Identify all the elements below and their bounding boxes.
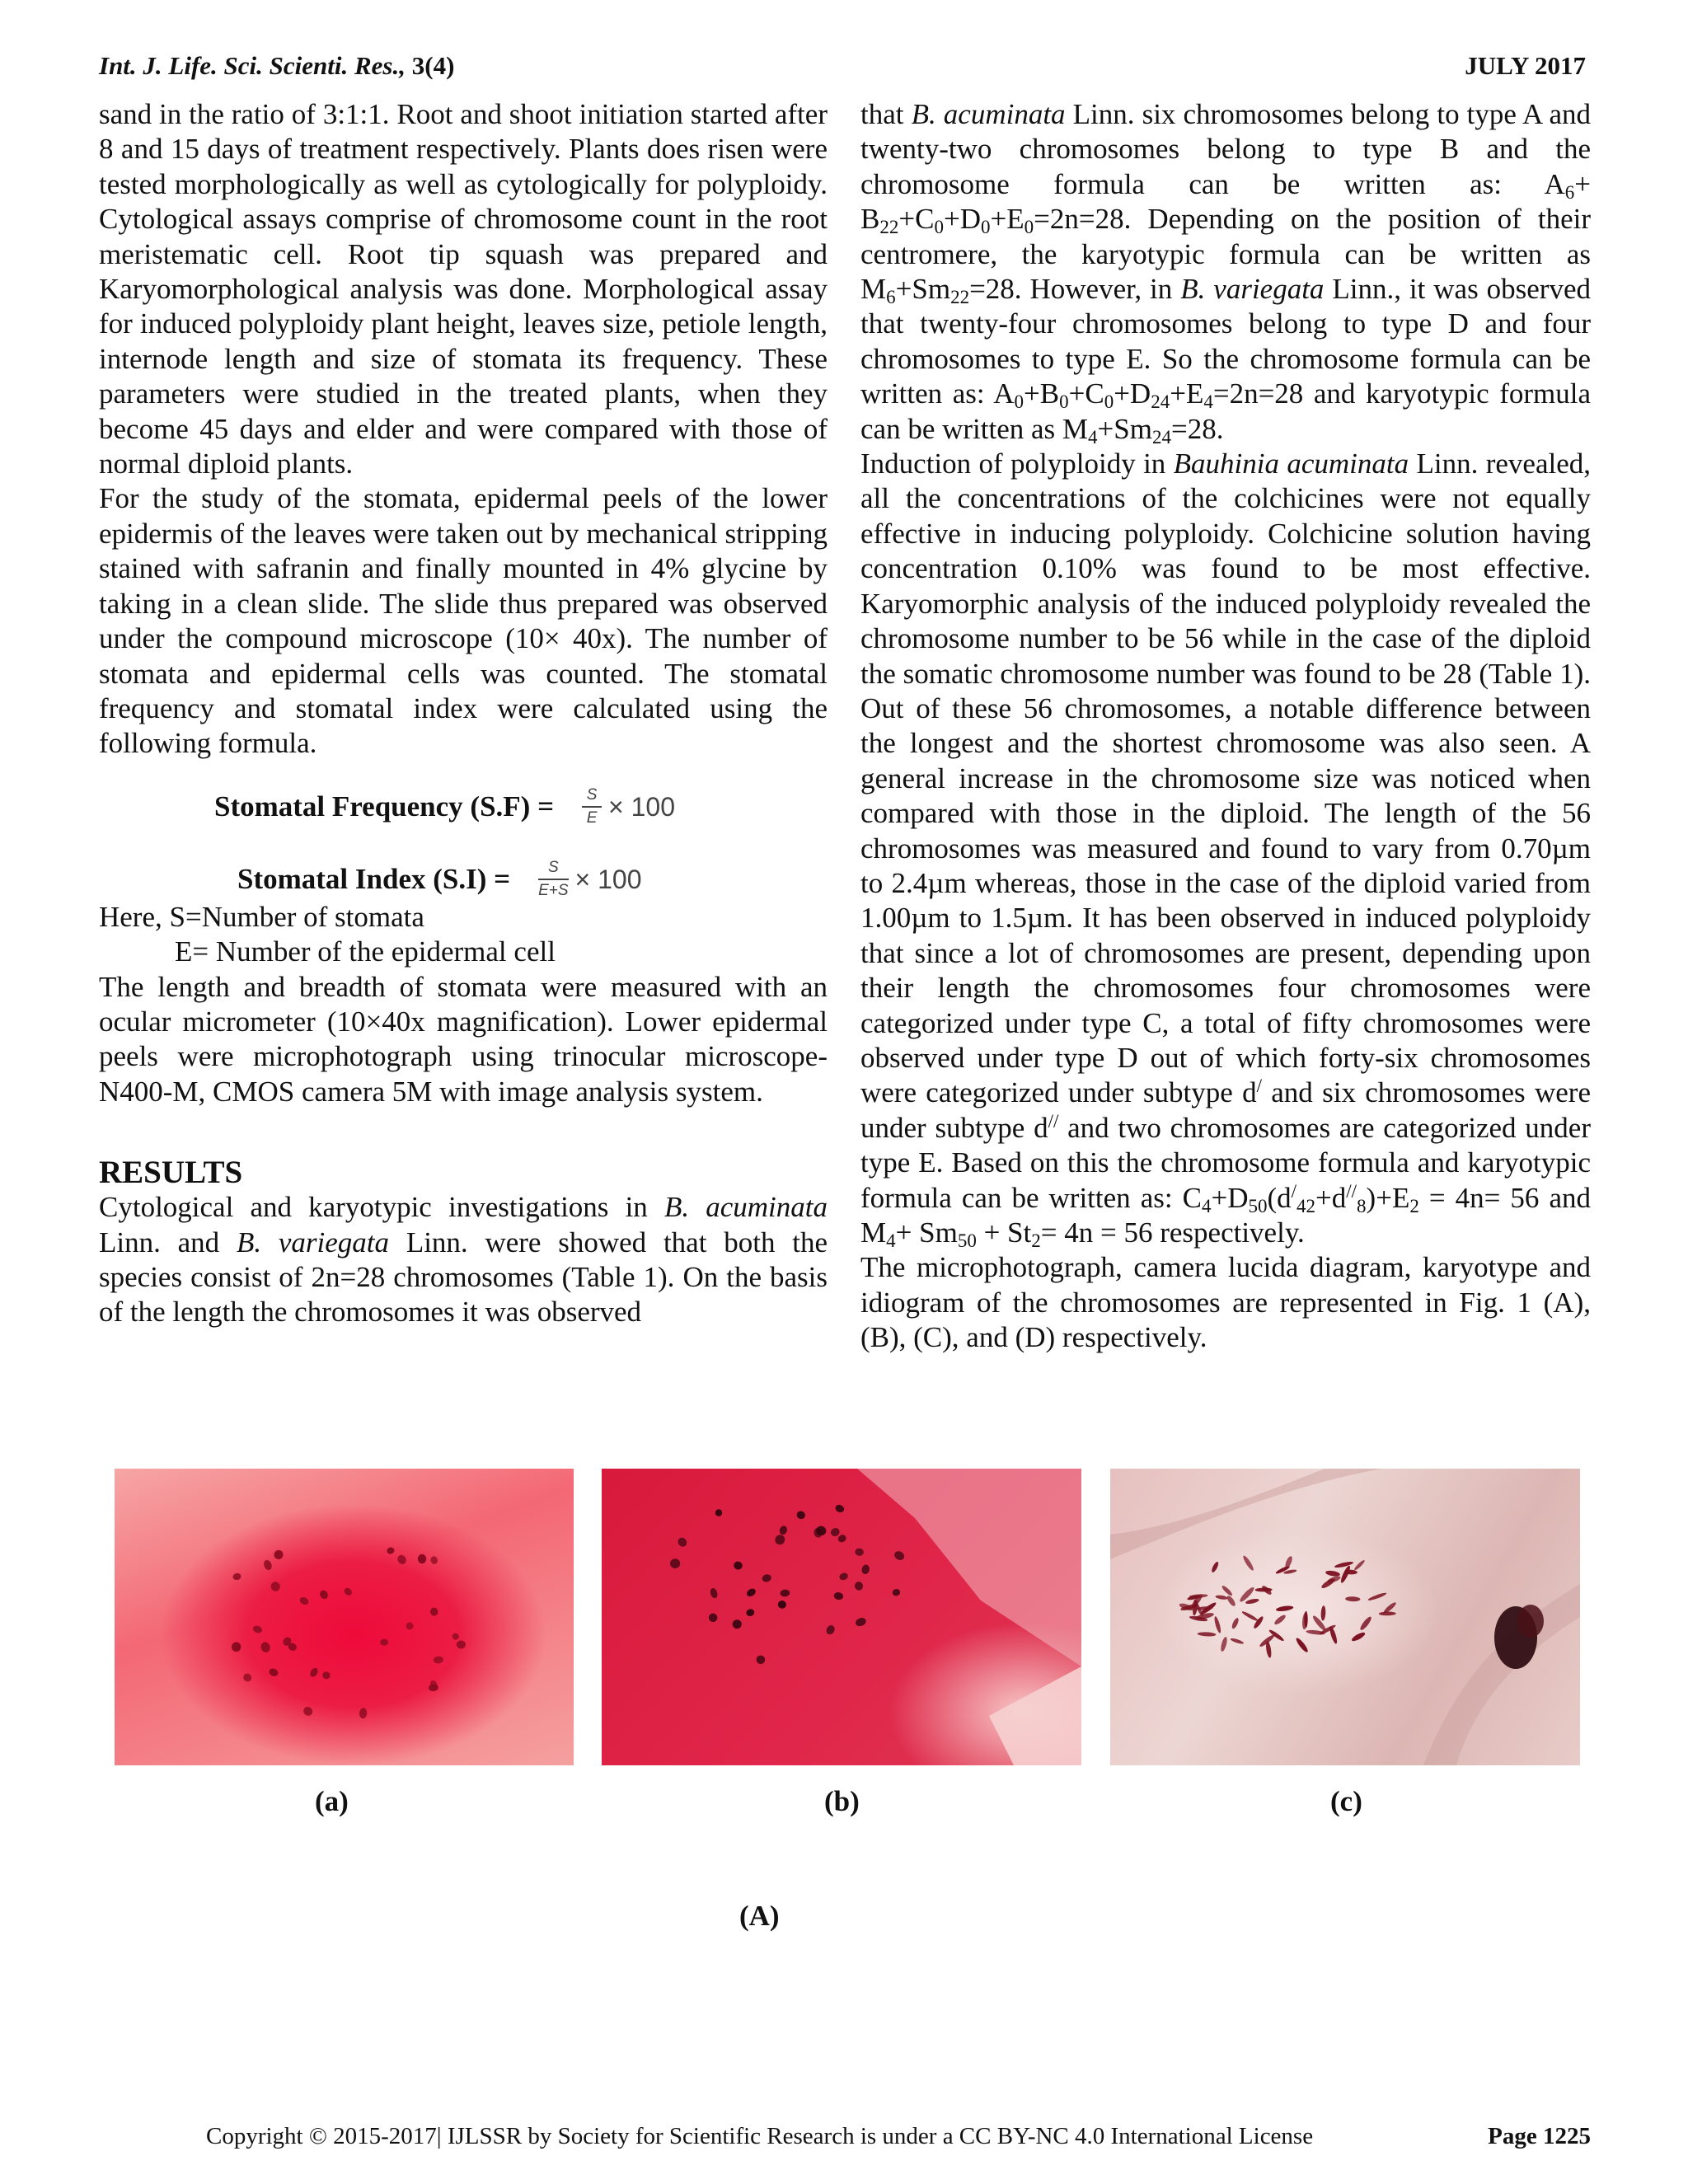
chromosome-spot (745, 1608, 755, 1617)
chromosome-spot (298, 1596, 310, 1606)
chromosome-spot (1198, 1632, 1217, 1637)
figure-caption-b: (b) (824, 1785, 860, 1817)
chromosome-spot (854, 1581, 865, 1591)
chromosome-spot (262, 1559, 273, 1572)
fraction: $\frac{S}{E}$ (582, 786, 602, 827)
chromosome-spot (1295, 1637, 1310, 1654)
chromosome-spot (418, 1554, 426, 1563)
chromosome-spot (1345, 1596, 1360, 1601)
paragraph: The length and breadth of stomata were measured with an ocular micrometer (10×40x magnification). Lower epidermal peels were microphotograph using trinocular microscope-N400-M, CMOS camera 5M with image analysis system. (99, 970, 828, 1108)
chromosome-spot (456, 1640, 466, 1649)
chromosome-spot (1367, 1591, 1387, 1601)
chromosome-spot (1215, 1595, 1228, 1601)
chromosome-spot (1359, 1615, 1373, 1632)
chromosome-spot (795, 1510, 806, 1520)
chromosome-spot (1241, 1610, 1259, 1622)
chromosome-spot (380, 1639, 388, 1646)
chromosome-spot (252, 1624, 264, 1634)
chromosome-spot (838, 1572, 849, 1581)
chromosome-spot (405, 1621, 415, 1632)
paragraph: sand in the ratio of 3:1:1. Root and shoot initiation started after 8 and 15 days of treatment respectively. Plants does risen were tested morphologically as well as cytologically for polyploidy. Cytological assays comprise of chromosome count in the root meristematic cell. Root tip squash was prepared and Karyomorphological analysis was done. Morphological assay for induced polyploidy plant height, leaves size, petiole length, internode length and size of stomata its frequency. These parameters were studied in the treated plants, when they become 45 days and elder and were compared with those of normal diploid plants. (99, 98, 828, 480)
chromosome-spot (778, 1525, 788, 1535)
chromosome-spot (707, 1612, 719, 1624)
chromosome-spots-a (115, 1469, 574, 1765)
micrograph-panel-c (1110, 1469, 1580, 1765)
chromosome-spot (1379, 1611, 1396, 1615)
chromosome-spot (834, 1503, 846, 1514)
figure-caption-c: (c) (1330, 1785, 1362, 1817)
chromosome-spot (855, 1616, 867, 1627)
chromosome-spot (1245, 1598, 1259, 1605)
chromosome-spot (825, 1624, 837, 1636)
chromosome-spot (430, 1607, 438, 1615)
chromosome-spot (1242, 1554, 1255, 1572)
chromosome-spot (1220, 1636, 1228, 1652)
chromosome-spot (359, 1708, 367, 1719)
chromosome-spot (709, 1587, 718, 1599)
chromosome-spot (1353, 1559, 1366, 1572)
chromosome-spots-c (1110, 1469, 1580, 1765)
chromosome-spot (893, 1549, 906, 1562)
chromosome-spot (1221, 1585, 1233, 1597)
chromosome-spot (1189, 1594, 1207, 1599)
chromosome-spot (1273, 1614, 1287, 1626)
chromosome-spot (318, 1589, 330, 1601)
paragraph: Induction of polyploidy in Bauhinia acuminata Linn. revealed, all the concentrations of the colchicines were not equally effective in inducing polyploidy. Colchicine solution having concentration 0.10% was found to be most effective. Karyomorphic analysis of the induced polyploidy revealed the chromosome number to be 56 while in the case of the diploid the somatic chromosome number was found to be 28 (Table 1). Out of these 56 chromosomes, a notable difference between the longest and the shortest chromosome was also seen. A general increase in the chromosome size was noticed when compared with those in the diploid. The length of the 56 chromosomes was measured and found to vary from 0.70µm to 2.4µm whereas, those in the case of the diploid varied from 1.00µm to 1.5µm. It has been observed in induced polyploidy that since a lot of chromosomes are present, depending upon their length the chromosomes four chromosomes were categorized under type C, a total of fifty chromosomes were observed under type D out of which forty-six chromosomes were categorized under subtype d/ and six chromosomes were under subtype d// and two chromosomes are categorized under type E. Based on this the chromosome formula and karyotypic formula can be written as: $C_4+D_{50}(d^/_{42}+d^{//}_8)+E_2 = 4n= 56$ and $M_4+ Sm_{50} + St_2= 4n = 56$ respectively. (860, 448, 1591, 1251)
chromosome-spot (1211, 1561, 1220, 1573)
running-header-date: JULY 2017 (1465, 51, 1586, 80)
chromosome-spot (833, 1591, 844, 1601)
fraction: $\frac{S}{E+S}$ (538, 858, 569, 899)
copyright-footer: Copyright © 2015-2017| IJLSSR by Society for Scientific Research is under a CC BY-NC 4.0 International License (206, 2123, 1314, 2149)
chromosome-spot (1304, 1611, 1307, 1628)
chromosome-spot (386, 1546, 395, 1554)
chromosome-spot (733, 1560, 743, 1570)
chromosome-spot (780, 1589, 790, 1597)
chromosome-spot (429, 1555, 438, 1565)
paragraph: For the study of the stomata, epidermal peels of the lower epidermis of the leaves were taken out by mechanical stripping stained with safranin and finally mounted in 4% glycine by taking in a clean slide. The slide thus prepared was observed under the compound microscope (10× 40x). The number of stomata and epidermal cells was counted. The stomatal frequency and stomatal index were calculated using the following formula. (99, 482, 828, 760)
chromosome-spot (1231, 1617, 1240, 1629)
chromosome-spot (232, 1642, 241, 1652)
chromosome-spot (670, 1558, 681, 1568)
paragraph: that B. acuminata Linn. six chromosomes belong to type A and twenty-two chromosomes belong to type B and the chromosome formula can be written as: $A_6+ B_{22}+C_0+D_0+E_0=2n=28$. Depending on the position of their centromere, the karyotypic formula can be written as $M_6+Sm_{22}=28$. However, in B. variegata Linn., it was observed that twenty-four chromosomes belong to type D and four chromosomes to type E. So the chromosome formula can be written as: $A_0+B_0+C_0+D_{24}+E_4=2n=28$ and karyotypic formula can be written as $M_4+Sm_{24}=28$. (860, 98, 1592, 448)
chromosome-spot (676, 1536, 688, 1549)
chromosome-spot (272, 1549, 284, 1561)
paragraph: Cytological and karyotypic investigations in B. acuminata Linn. and B. variegata Linn. were showed that both the species consist of 2n=28 chromosomes (Table 1). On the basis of the length the chromosomes it was observed (99, 1191, 828, 1329)
chromosome-spot (241, 1672, 253, 1684)
paragraph: The microphotograph, camera lucida diagram, karyotype and idiogram of the chromosomes are represented in Fig. 1 (A), (B), (C), and (D) respectively. (860, 1251, 1591, 1354)
chromosome-spot (762, 1573, 772, 1583)
chromosome-spot (396, 1554, 407, 1566)
chromosome-spot (756, 1655, 766, 1664)
chromosome-spot (270, 1581, 281, 1591)
chromosome-spot (777, 1600, 787, 1609)
right-column (860, 97, 1591, 1356)
chromosome-spot (308, 1666, 319, 1678)
chromosome-spot (302, 1705, 314, 1718)
chromosome-spot (1334, 1561, 1354, 1569)
legend-line: Here, S=Number of stomata (99, 900, 424, 933)
stomatal-index-formula: Stomatal Index (S.I) = $\frac{S}{E+S}$ × 100 (237, 858, 642, 899)
chromosome-spot (1276, 1605, 1294, 1612)
chromosome-spot (829, 1526, 841, 1537)
chromosome-spot (855, 1548, 865, 1556)
chromosome-spot (1351, 1631, 1367, 1643)
figure-label-main: (A) (739, 1900, 780, 1932)
chromosome-spot (1329, 1626, 1339, 1645)
chromosome-spot (1230, 1638, 1244, 1645)
chromosome-spot (1179, 1602, 1194, 1612)
chromosome-spot (1213, 1616, 1222, 1634)
chromosome-spot (268, 1667, 279, 1677)
legend-line: E= Number of the epidermal cell (175, 935, 556, 968)
figure-caption-a: (a) (315, 1785, 349, 1817)
chromosome-spot (343, 1586, 354, 1597)
chromosome-spot (321, 1671, 331, 1680)
micrograph-panel-a (115, 1469, 574, 1765)
chromosome-spot (715, 1509, 722, 1516)
chromosome-spot (1226, 1595, 1236, 1608)
chromosome-spot (837, 1534, 847, 1544)
chromosome-spot (232, 1572, 242, 1581)
chromosome-spot (773, 1533, 787, 1547)
left-column (99, 97, 828, 1330)
chromosome-spot (260, 1641, 271, 1654)
chromosome-spot (732, 1619, 742, 1629)
running-header-journal: Int. J. Life. Sci. Scienti. Res., 3(4) (99, 51, 455, 80)
chromosome-spots-b (602, 1469, 1081, 1765)
micrograph-panel-b (602, 1469, 1081, 1765)
stomatal-frequency-formula: Stomatal Frequency (S.F) = $\frac{S}{E}$ × 100 (214, 785, 676, 827)
chromosome-spot (745, 1587, 757, 1598)
chromosome-spot (1325, 1570, 1341, 1577)
chromosome-spot (433, 1656, 443, 1664)
chromosome-spot (892, 1588, 901, 1596)
page-number: Page 1225 (1488, 2123, 1591, 2149)
chromosome-spot (1320, 1605, 1326, 1620)
chromosome-spot (451, 1632, 460, 1641)
section-heading-results: RESULTS (99, 1155, 243, 1191)
chromosome-spot (1320, 1577, 1336, 1590)
chromosome-spot (860, 1564, 870, 1575)
